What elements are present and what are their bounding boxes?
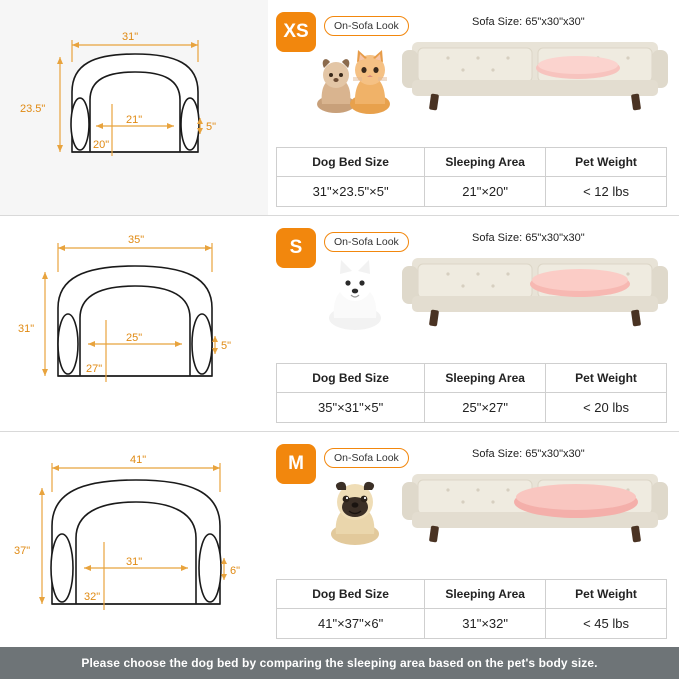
dim-inner-depth-s: 27"	[86, 363, 103, 375]
dim-inner-depth-m: 32"	[84, 591, 101, 603]
size-badge-s: S	[276, 228, 316, 268]
size-row-xs	[0, 0, 679, 215]
cell-pet-weight-xs: < 12 lbs	[546, 177, 667, 207]
spec-table-m	[276, 579, 667, 639]
cell-sleeping-area-m: 31"×32"	[425, 609, 546, 639]
dim-width-xs: 31"	[122, 31, 139, 43]
scene-xs	[310, 34, 670, 114]
header-sleeping-area: Sleeping Area	[425, 148, 546, 177]
dim-inner-width-xs: 21"	[126, 114, 143, 126]
header-bed-size: Dog Bed Size	[277, 148, 425, 177]
table-row	[277, 609, 667, 639]
size-row-s	[0, 215, 679, 431]
header-bed-size: Dog Bed Size	[277, 580, 425, 609]
dim-width-m: 41"	[130, 454, 147, 466]
cell-bed-size-xs: 31"×23.5"×5"	[277, 177, 425, 207]
header-sleeping-area: Sleeping Area	[425, 580, 546, 609]
bed-dimension-drawing-m	[0, 432, 268, 647]
table-row	[277, 393, 667, 423]
header-pet-weight: Pet Weight	[546, 148, 667, 177]
bed-dimension-drawing-xs	[0, 0, 268, 214]
footer-note: Please choose the dog bed by comparing the sleeping area based on the pet's body size.	[0, 647, 679, 679]
dim-wall-s: 5"	[221, 340, 232, 352]
dim-inner-width-m: 31"	[126, 556, 143, 568]
table-header-row	[277, 148, 667, 177]
on-sofa-tag-s: On-Sofa Look	[324, 232, 409, 252]
dim-wall-m: 6"	[230, 565, 241, 577]
size-badge-xs: XS	[276, 12, 316, 52]
header-pet-weight: Pet Weight	[546, 580, 667, 609]
header-area-m	[276, 442, 667, 546]
header-area-s	[276, 226, 667, 330]
bed-diagram-s	[0, 216, 268, 431]
dim-height-xs: 23.5"	[20, 103, 46, 115]
sofa-size-label-s: Sofa Size: 65"x30"x30"	[472, 232, 585, 244]
header-bed-size: Dog Bed Size	[277, 364, 425, 393]
header-sleeping-area: Sleeping Area	[425, 364, 546, 393]
dim-height-m: 37"	[14, 545, 31, 557]
dim-inner-depth-xs: 20"	[93, 139, 110, 151]
bed-dimension-drawing-s	[0, 216, 268, 431]
cell-bed-size-s: 35"×31"×5"	[277, 393, 425, 423]
header-pet-weight: Pet Weight	[546, 364, 667, 393]
header-area-xs	[276, 10, 667, 114]
sofa-size-label-xs: Sofa Size: 65"x30"x30"	[472, 16, 585, 28]
cell-sleeping-area-s: 25"×27"	[425, 393, 546, 423]
cell-pet-weight-s: < 20 lbs	[546, 393, 667, 423]
size-row-m	[0, 431, 679, 647]
info-panel-m	[268, 432, 679, 647]
on-sofa-tag-xs: On-Sofa Look	[324, 16, 409, 36]
table-row	[277, 177, 667, 207]
cell-bed-size-m: 41"×37"×6"	[277, 609, 425, 639]
cell-pet-weight-m: < 45 lbs	[546, 609, 667, 639]
spec-table-s	[276, 363, 667, 423]
table-header-row	[277, 364, 667, 393]
pug-dog-icon	[310, 474, 400, 546]
dim-height-s: 31"	[18, 323, 35, 335]
spec-table-xs	[276, 147, 667, 207]
kitten-and-puppy-icon	[310, 42, 400, 114]
sofa-image-m	[400, 464, 670, 548]
bed-diagram-xs	[0, 0, 268, 215]
info-panel-xs	[268, 0, 679, 215]
dim-width-s: 35"	[128, 234, 145, 246]
scene-s	[310, 250, 670, 330]
info-panel-s	[268, 216, 679, 431]
dim-inner-width-s: 25"	[126, 332, 143, 344]
sofa-size-label-m: Sofa Size: 65"x30"x30"	[472, 448, 585, 460]
bed-diagram-m	[0, 432, 268, 647]
dim-wall-xs: 5"	[206, 121, 217, 133]
table-header-row	[277, 580, 667, 609]
sofa-image-s	[400, 248, 670, 332]
sofa-image-xs	[400, 32, 670, 116]
scene-m	[310, 466, 670, 546]
white-spitz-dog-icon	[310, 258, 400, 330]
size-badge-m: M	[276, 444, 316, 484]
on-sofa-tag-m: On-Sofa Look	[324, 448, 409, 468]
cell-sleeping-area-xs: 21"×20"	[425, 177, 546, 207]
